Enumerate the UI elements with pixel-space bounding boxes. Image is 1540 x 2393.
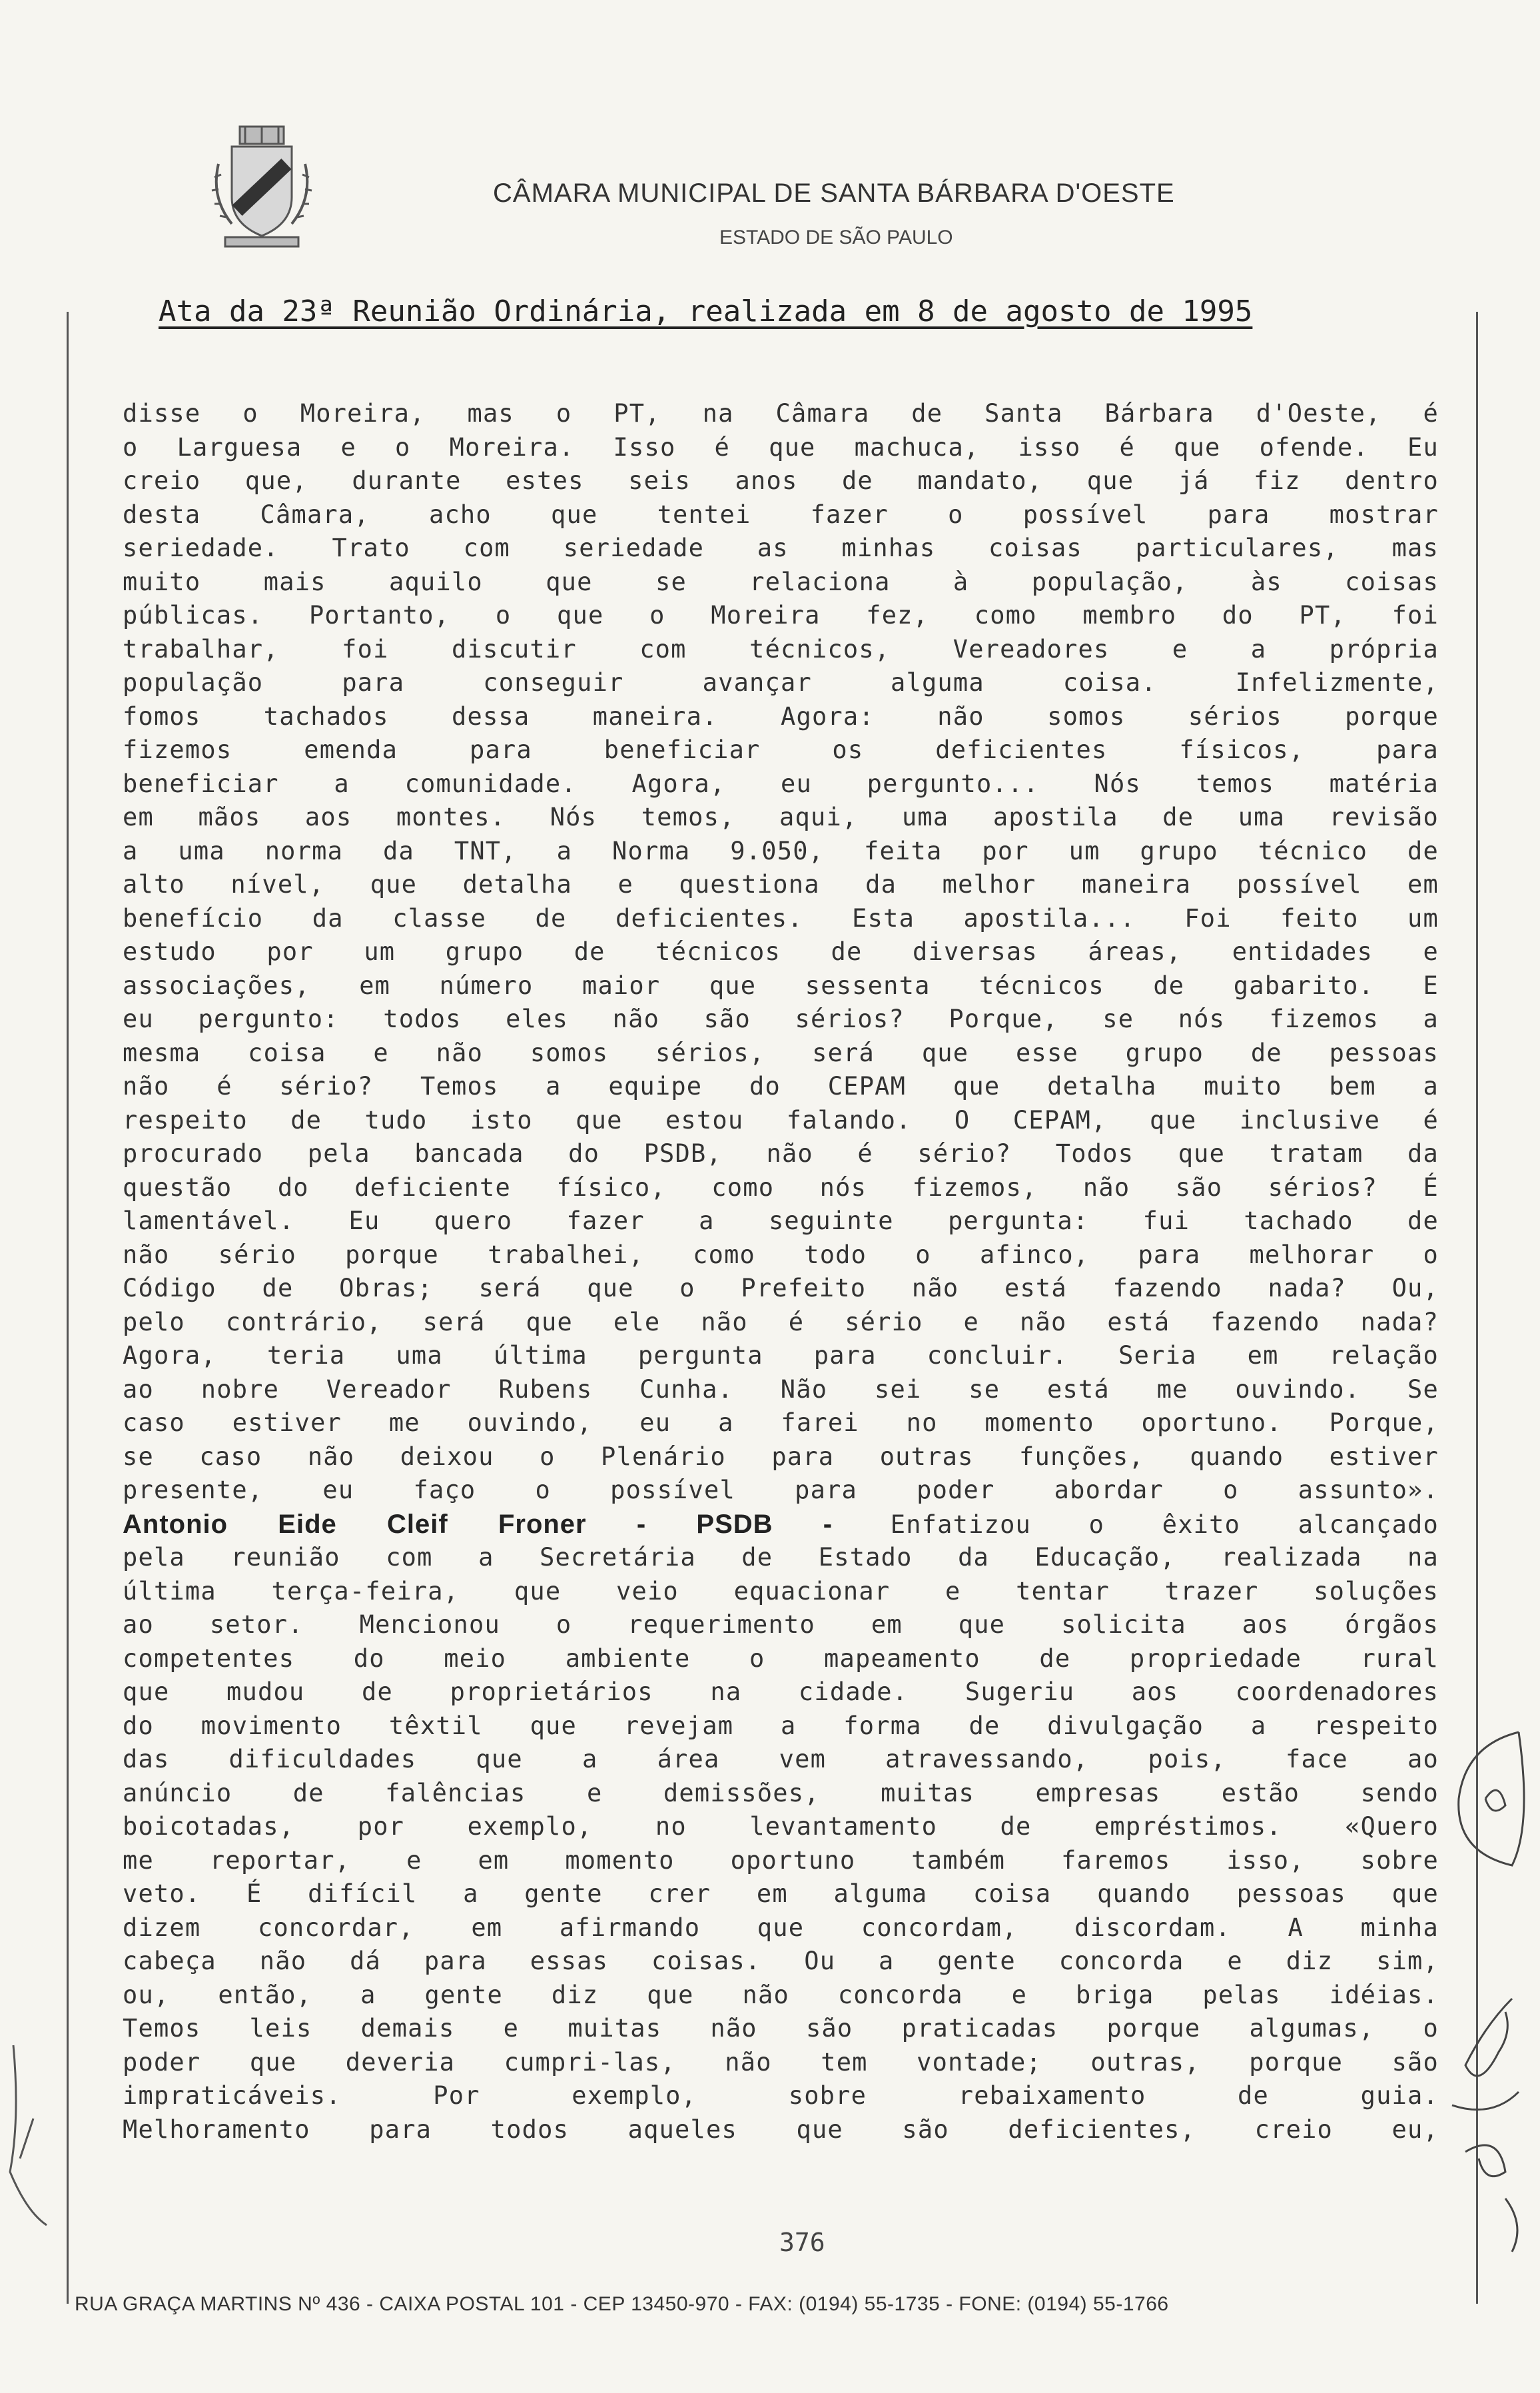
- text-line: Melhoramento para todos aqueles que são deficientes, creio eu,: [123, 2115, 1439, 2144]
- text-line: ao setor. Mencionou o requerimento em que solicita aos órgãos: [123, 1610, 1439, 1639]
- text-line: associações, em número maior que sessenta técnicos de gabarito. E: [123, 971, 1439, 1000]
- text-line: eu pergunto: todos eles não são sérios? Porque, se nós fizemos a: [123, 1005, 1439, 1033]
- text-line: muito mais aquilo que se relaciona à população, às coisas: [123, 567, 1439, 596]
- text-line: do movimento têxtil que revejam a forma de divulgação a respeito: [123, 1711, 1439, 1740]
- text-line: boicotadas, por exemplo, no levantamento de empréstimos. «Quero: [123, 1812, 1439, 1841]
- text-line: benefício da classe de deficientes. Esta apostila... Foi feito um: [123, 903, 1439, 933]
- text-line: alto nível, que detalha e questiona da melhor maneira possível em: [123, 870, 1439, 899]
- text-line: desta Câmara, acho que tentei fazer o possível para mostrar: [123, 500, 1439, 529]
- text-line: dizem concordar, em afirmando que concordam, discordam. A minha: [123, 1913, 1439, 1942]
- text-line: última terça-feira, que veio equacionar e tentar trazer soluções: [123, 1576, 1439, 1606]
- text-line: estudo por um grupo de técnicos de diversas áreas, entidades e: [123, 937, 1439, 966]
- text-line: o Larguesa e o Moreira. Isso é que machuca, isso é que ofende. Eu: [123, 432, 1439, 462]
- text-line: Código de Obras; será que o Prefeito não está fazendo nada? Ou,: [123, 1274, 1439, 1302]
- speaker-line: [123, 1508, 1439, 1542]
- text-line: população para conseguir avançar alguma coisa. Infelizmente,: [123, 668, 1439, 697]
- text-line: fomos tachados dessa maneira. Agora: não somos sérios porque: [123, 702, 1439, 731]
- text-line: beneficiar a comunidade. Agora, eu pergunto... Nós temos matéria: [123, 769, 1439, 798]
- coat-of-arms-icon: [205, 124, 318, 250]
- text-line: das dificuldades que a área vem atravessando, pois, face ao: [123, 1745, 1439, 1773]
- text-line: mesma coisa e não somos sérios, será que esse grupo de pessoas: [123, 1038, 1439, 1067]
- text-line: lamentável. Eu quero fazer a seguinte pergunta: fui tachado de: [123, 1206, 1439, 1235]
- text-line: disse o Moreira, mas o PT, na Câmara de Santa Bárbara d'Oeste, é: [123, 399, 1439, 428]
- speaker-name: Antonio Eide Cleif Froner - PSDB -: [123, 1509, 833, 1539]
- document-title: Ata da 23ª Reunião Ordinária, realizada em 8 de agosto de 1995: [159, 294, 1253, 328]
- text-line: impraticáveis. Por exemplo, sobre rebaixamento de guia.: [123, 2081, 1439, 2110]
- text-line: seriedade. Trato com seriedade as minhas coisas particulares, mas: [123, 534, 1439, 562]
- text-line: ao nobre Vereador Rubens Cunha. Não sei se está me ouvindo. Se: [123, 1374, 1439, 1404]
- text-line: ou, então, a gente diz que não concorda e briga pelas idéias.: [123, 1980, 1439, 2009]
- text-line: que mudou de proprietários na cidade. Sugeriu aos coordenadores: [123, 1677, 1439, 1706]
- speaker-line-text: Enfatizou o êxito alcançado: [890, 1510, 1439, 1539]
- text-line: a uma norma da TNT, a Norma 9.050, feita por um grupo técnico de: [123, 836, 1439, 865]
- text-line: fizemos emenda para beneficiar os deficientes físicos, para: [123, 735, 1439, 764]
- left-margin-mark-icon: [0, 2039, 53, 2238]
- text-line: veto. É difícil a gente crer em alguma coisa quando pessoas que: [123, 1879, 1439, 1908]
- text-line: se caso não deixou o Plenário para outras funções, quando estiver: [123, 1442, 1439, 1471]
- text-line: poder que deveria cumpri-las, não tem vontade; outras, porque são: [123, 2047, 1439, 2077]
- right-margin-rule: [1476, 312, 1478, 2304]
- institution-name: CÂMARA MUNICIPAL DE SANTA BÁRBARA D'OESTE: [493, 179, 1175, 208]
- text-line: públicas. Portanto, o que o Moreira fez, como membro do PT, foi: [123, 601, 1439, 630]
- text-line: creio que, durante estes seis anos de mandato, que já fiz dentro: [123, 466, 1439, 495]
- minutes-body: [123, 397, 1439, 2147]
- text-line: cabeça não dá para essas coisas. Ou a gente concorda e diz sim,: [123, 1947, 1439, 1975]
- text-line: pelo contrário, será que ele não é sério e não está fazendo nada?: [123, 1307, 1439, 1336]
- left-margin-rule: [67, 312, 69, 2304]
- text-line: respeito de tudo isto que estou falando. O CEPAM, que inclusive é: [123, 1105, 1439, 1135]
- text-line: procurado pela bancada do PSDB, não é sério? Todos que tratam da: [123, 1139, 1439, 1168]
- text-line: me reportar, e em momento oportuno também faremos isso, sobre: [123, 1845, 1439, 1875]
- text-line: anúncio de falências e demissões, muitas empresas estão sendo: [123, 1778, 1439, 1807]
- footer-address: RUA GRAÇA MARTINS Nº 436 - CAIXA POSTAL 101 - CEP 13450-970 - FAX: (0194) 55-1735 - FONE: (0194) 55-1766: [75, 2293, 1169, 2315]
- text-line: trabalhar, foi discutir com técnicos, Vereadores e a própria: [123, 634, 1439, 664]
- page-number: 376: [779, 2228, 825, 2257]
- text-line: em mãos aos montes. Nós temos, aqui, uma apostila de uma revisão: [123, 803, 1439, 831]
- text-line: presente, eu faço o possível para poder abordar o assunto».: [123, 1476, 1439, 1504]
- margin-signature-icon: [1439, 1719, 1539, 2265]
- text-line: não é sério? Temos a equipe do CEPAM que detalha muito bem a: [123, 1072, 1439, 1101]
- text-line: caso estiver me ouvindo, eu a farei no momento oportuno. Porque,: [123, 1408, 1439, 1437]
- text-line: pela reunião com a Secretária de Estado da Educação, realizada na: [123, 1543, 1439, 1572]
- text-line: Temos leis demais e muitas não são praticadas porque algumas, o: [123, 2014, 1439, 2043]
- text-line: competentes do meio ambiente o mapeamento de propriedade rural: [123, 1644, 1439, 1673]
- state-name: ESTADO DE SÃO PAULO: [719, 227, 953, 248]
- text-line: não sério porque trabalhei, como todo o afinco, para melhorar o: [123, 1240, 1439, 1269]
- text-line: Agora, teria uma última pergunta para concluir. Seria em relação: [123, 1341, 1439, 1370]
- text-line: questão do deficiente físico, como nós fizemos, não são sérios? É: [123, 1173, 1439, 1202]
